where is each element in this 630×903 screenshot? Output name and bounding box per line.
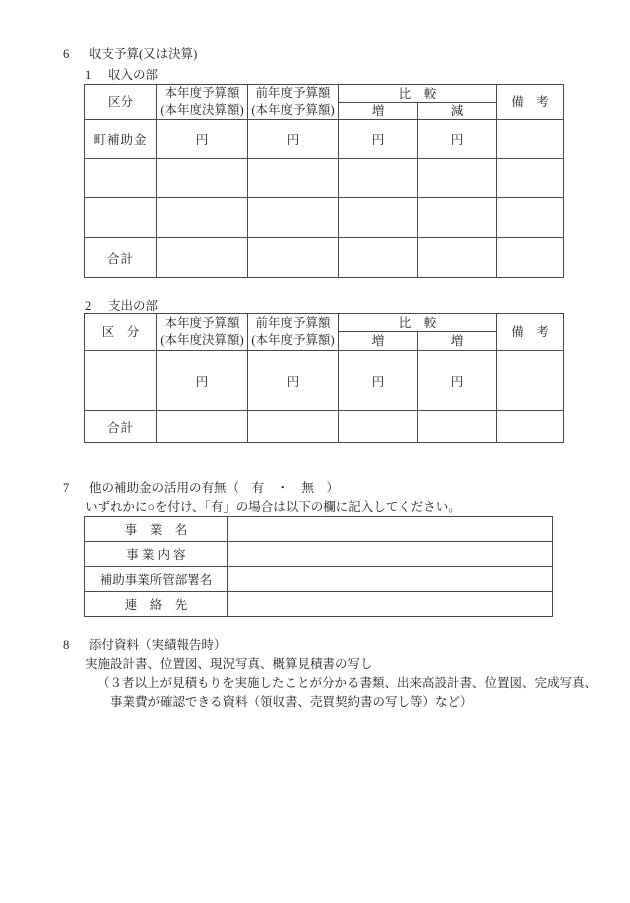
expenditure-header-current-line1: 本年度予算額 [164,316,240,330]
income-amount-cell-unit: 円 [157,120,248,159]
expenditure-amount-cell [157,411,248,443]
project-description-value [228,542,553,567]
income-header-current-line2: (本年度決算額) [160,103,244,117]
income-amount-cell [418,159,497,198]
expenditure-title: 支出の部 [108,299,159,313]
income-amount-cell [339,238,418,278]
income-row-total [85,238,564,278]
section7-instruction: いずれかに○を付け、「有」の場合は以下の欄に記入してください。 [85,500,461,514]
income-header-remarks: 備 考 [497,85,564,120]
section6-number: 6 [63,47,70,61]
field-row [85,542,553,567]
income-title: 収入の部 [108,68,159,82]
project-name-value [228,517,553,542]
expenditure-category-cell [85,351,157,411]
income-amount-cell [248,198,339,238]
expenditure-header-current-line2: (本年度決算額) [160,333,244,347]
section7-heading [63,478,339,496]
field-row [85,567,553,592]
managing-department-value [228,567,553,592]
expenditure-header-increase2: 増 [418,332,497,351]
expenditure-row-empty [85,351,564,411]
income-amount-cell [248,159,339,198]
income-header-previous-line2: (本年度予算額) [251,103,335,117]
expenditure-number: 2 [85,299,92,313]
income-row-empty [85,159,564,198]
section7-title: 他の補助金の活用の有無（ 有 ・ 無 ） [89,481,340,495]
income-amount-cell-unit: 円 [339,120,418,159]
contact-label: 連 絡 先 [85,592,228,617]
expenditure-amount-cell-unit: 円 [418,351,497,411]
expenditure-row-total [85,411,564,443]
income-remarks-cell [497,120,564,159]
expenditure-header-current-budget [157,314,248,351]
expenditure-header-previous-line2: (本年度予算額) [251,333,335,347]
income-table [84,84,564,278]
expenditure-amount-cell-unit: 円 [248,351,339,411]
income-amount-cell [157,198,248,238]
income-row-empty [85,198,564,238]
section8-heading [63,635,227,653]
section8-line3: 事業費が確認できる資料（領収書、売買契約書の写し等）など） [110,695,473,709]
income-header-increase: 増 [339,103,418,120]
project-name-label: 事 業 名 [85,517,228,542]
field-row [85,517,553,542]
expenditure-table [84,313,564,443]
section8-number: 8 [63,638,70,652]
project-description-label: 事 業 内 容 [85,542,228,567]
income-header-previous-line1: 前年度予算額 [255,86,331,100]
income-amount-cell-unit: 円 [248,120,339,159]
expenditure-amount-cell [418,411,497,443]
section8-line2: （３者以上が見積もりを実施したことが分かる書類、出来高設計書、位置図、完成写真、 [97,676,598,690]
expenditure-subheading [85,296,158,314]
income-amount-cell [339,159,418,198]
managing-department-label: 補助事業所管部署名 [85,567,228,592]
income-amount-cell-unit: 円 [418,120,497,159]
section7-number: 7 [63,481,70,495]
income-category-cell [85,198,157,238]
expenditure-total-label: 合計 [85,411,157,443]
income-amount-cell [339,198,418,238]
expenditure-header-previous-budget [248,314,339,351]
income-category-cell [85,159,157,198]
income-header-decrease: 減 [418,103,497,120]
expenditure-remarks-cell [497,411,564,443]
expenditure-amount-cell [248,411,339,443]
contact-value [228,592,553,617]
section8-title: 添付資料（実績報告時） [89,638,227,652]
income-amount-cell [418,238,497,278]
income-amount-cell [418,198,497,238]
income-remarks-cell [497,238,564,278]
section6-title: 収支予算(又は決算) [89,47,198,61]
income-amount-cell [157,238,248,278]
section8-line1: 実施設計書、位置図、現況写真、概算見積書の写し [85,657,373,671]
expenditure-header-comparison: 比 較 [339,314,497,332]
field-row [85,592,553,617]
expenditure-header-category: 区 分 [85,314,157,351]
income-subheading [85,65,158,83]
income-header-current-budget [157,85,248,120]
income-header-comparison: 比 較 [339,85,497,103]
section6-heading [63,44,197,62]
expenditure-header-previous-line1: 前年度予算額 [255,316,331,330]
expenditure-remarks-cell [497,351,564,411]
expenditure-header-remarks: 備 考 [497,314,564,351]
income-remarks-cell [497,198,564,238]
income-header-current-line1: 本年度予算額 [164,86,240,100]
other-subsidy-table [84,516,553,617]
expenditure-header-increase: 増 [339,332,418,351]
income-amount-cell [157,159,248,198]
income-amount-cell [248,238,339,278]
income-number: 1 [85,68,92,82]
expenditure-amount-cell [339,411,418,443]
income-row-subsidy [85,120,564,159]
income-category-cell: 町補助金 [85,120,157,159]
income-total-label: 合計 [85,238,157,278]
income-remarks-cell [497,159,564,198]
expenditure-amount-cell-unit: 円 [339,351,418,411]
expenditure-amount-cell-unit: 円 [157,351,248,411]
income-header-category: 区分 [85,85,157,120]
income-header-previous-budget [248,85,339,120]
